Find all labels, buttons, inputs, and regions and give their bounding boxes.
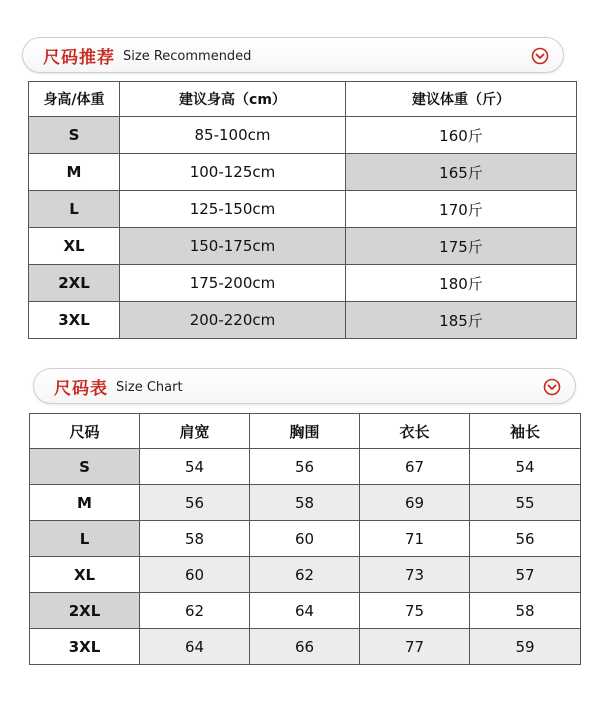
size-recommended-header[interactable]	[22, 37, 564, 73]
shoulder-cell: 60	[140, 557, 250, 593]
table-row	[29, 154, 577, 191]
sleeve-cell: 57	[470, 557, 581, 593]
weight-cell: 160斤	[346, 117, 577, 154]
size-recommended-title-zh: 尺码推荐	[43, 47, 115, 68]
size-cell: 3XL	[29, 302, 120, 339]
weight-cell: 165斤	[346, 154, 577, 191]
size-cell: S	[29, 117, 120, 154]
shoulder-cell: 56	[140, 485, 250, 521]
length-cell: 77	[360, 629, 470, 665]
height-cell: 85-100cm	[120, 117, 346, 154]
column-header: 身高/体重	[29, 82, 120, 117]
shoulder-cell: 54	[140, 449, 250, 485]
column-header: 胸围	[250, 414, 360, 449]
column-header: 建议体重（斤）	[346, 82, 577, 117]
sleeve-cell: 58	[470, 593, 581, 629]
length-cell: 71	[360, 521, 470, 557]
sleeve-cell: 56	[470, 521, 581, 557]
table-row	[29, 302, 577, 339]
size-cell: L	[29, 191, 120, 228]
chest-cell: 64	[250, 593, 360, 629]
size-recommended-title-en: Size Recommended	[123, 49, 252, 64]
shoulder-cell: 58	[140, 521, 250, 557]
table-row	[30, 557, 581, 593]
length-cell: 75	[360, 593, 470, 629]
length-cell: 69	[360, 485, 470, 521]
table-row	[29, 228, 577, 265]
chevron-down-circle-icon[interactable]	[543, 378, 561, 396]
table-row	[29, 265, 577, 302]
height-cell: 100-125cm	[120, 154, 346, 191]
length-cell: 67	[360, 449, 470, 485]
size-cell: XL	[30, 557, 140, 593]
chest-cell: 60	[250, 521, 360, 557]
chest-cell: 62	[250, 557, 360, 593]
weight-cell: 170斤	[346, 191, 577, 228]
chest-cell: 58	[250, 485, 360, 521]
table-row	[29, 191, 577, 228]
table-row	[30, 629, 581, 665]
height-cell: 175-200cm	[120, 265, 346, 302]
size-cell: S	[30, 449, 140, 485]
size-recommended-table	[28, 81, 577, 339]
column-header: 衣长	[360, 414, 470, 449]
size-chart-title-zh: 尺码表	[54, 378, 108, 399]
weight-cell: 185斤	[346, 302, 577, 339]
shoulder-cell: 62	[140, 593, 250, 629]
table-row	[30, 521, 581, 557]
size-cell: 2XL	[30, 593, 140, 629]
sleeve-cell: 55	[470, 485, 581, 521]
table-row	[30, 449, 581, 485]
size-cell: L	[30, 521, 140, 557]
size-cell: M	[30, 485, 140, 521]
size-chart-title-en: Size Chart	[116, 380, 183, 395]
size-cell: 2XL	[29, 265, 120, 302]
table-row	[30, 485, 581, 521]
height-cell: 125-150cm	[120, 191, 346, 228]
size-chart-header[interactable]	[33, 368, 576, 404]
length-cell: 73	[360, 557, 470, 593]
column-header: 肩宽	[140, 414, 250, 449]
column-header: 袖长	[470, 414, 581, 449]
chest-cell: 66	[250, 629, 360, 665]
size-cell: M	[29, 154, 120, 191]
table-row	[30, 593, 581, 629]
shoulder-cell: 64	[140, 629, 250, 665]
column-header: 尺码	[30, 414, 140, 449]
weight-cell: 175斤	[346, 228, 577, 265]
column-header: 建议身高（cm）	[120, 82, 346, 117]
height-cell: 150-175cm	[120, 228, 346, 265]
weight-cell: 180斤	[346, 265, 577, 302]
table-header-row	[29, 82, 577, 117]
sleeve-cell: 54	[470, 449, 581, 485]
height-cell: 200-220cm	[120, 302, 346, 339]
size-cell: XL	[29, 228, 120, 265]
size-chart-table	[29, 413, 581, 665]
table-header-row	[30, 414, 581, 449]
sleeve-cell: 59	[470, 629, 581, 665]
chest-cell: 56	[250, 449, 360, 485]
chevron-down-circle-icon[interactable]	[531, 47, 549, 65]
size-cell: 3XL	[30, 629, 140, 665]
table-row	[29, 117, 577, 154]
